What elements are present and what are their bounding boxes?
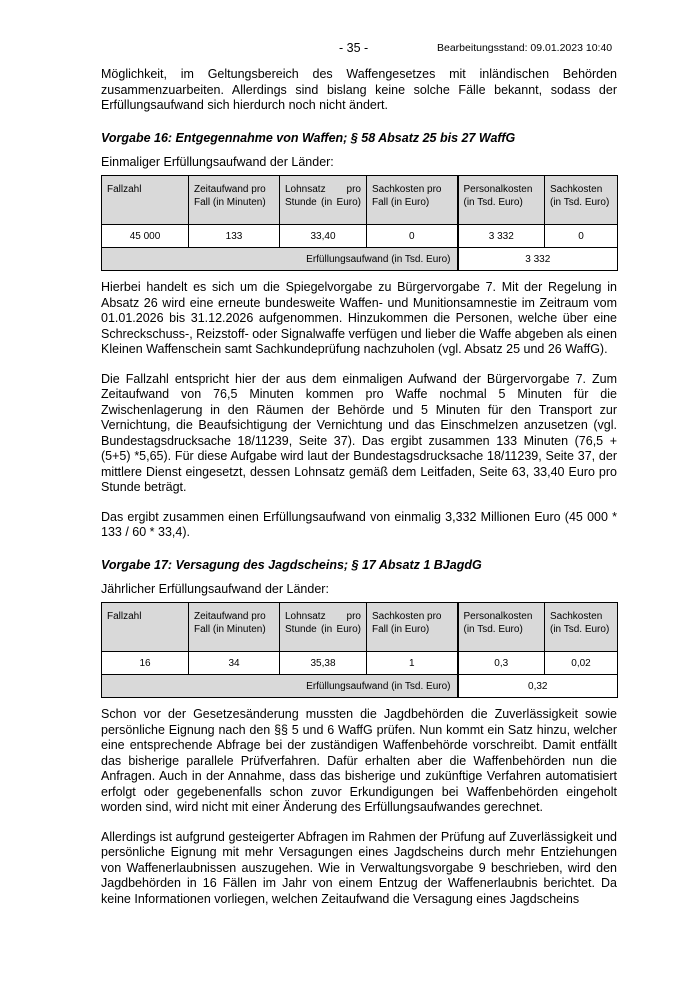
section-16-heading: Vorgabe 16: Entgegennahme von Waffen; § 58 Absatz 25 bis 27 WaffG	[101, 130, 516, 145]
header-cell: Fallzahl	[102, 603, 189, 652]
revision-status: Bearbeitungsstand: 09.01.2023 10:40	[437, 42, 613, 54]
section-16-paragraph: Die Fallzahl entspricht hier der aus dem einmaligen Aufwand der Bürgervorgabe 7. Zum Zeitaufwand von 76,5 Minuten kommen pro Waffe nochmal 5 Minuten für die Zwischenlagerung in den Räumen der Behörde und 5 Minuten für den Transport zur Vernichtung, die Beaufsichtigung der Vernichtung und das Einschmelzen anzusetzen (vgl. Bundestagsdrucksache 18/11239, Seite 37). Das ergibt zusammen 133 Minuten (76,5 + (5+5) *5,65). Für diese Aufgabe wird laut der Bundestagsdrucksache 18/11239, Seite 37, der mittlere Dienst eingesetzt, dessen Lohnsatz gemäß dem Leitfaden, Seite 63, 33,40 Euro pro Stunde beträgt.	[101, 371, 617, 494]
total-value: 0,32	[458, 675, 618, 698]
section-16-paragraph: Hierbei handelt es sich um die Spiegelvorgabe zu Bürgervorgabe 7. Mit der Regelung in Absatz 26 wird eine erneute bundesweite Waffen- und Munitionsamnestie im Zeitraum vom 01.01.2026 bis 31.12.2026 aufgenommen. Hinzukommen die Personen, welche über eine Schreckschuss-, Reizstoff- oder Signalwaffe verfügen und lieber die Waffe abgeben als einen Kleinen Waffenschein samt Sachkundeprüfung nachzuholen (vgl. Absatz 25 und 26 WaffG).	[101, 280, 617, 356]
section-16-cost-table	[101, 175, 618, 271]
page-header	[0, 41, 700, 57]
table-header-row	[102, 176, 618, 225]
table-cell: 34	[189, 652, 280, 675]
header-cell: Personalkosten (in Tsd. Euro)	[458, 603, 545, 652]
table-header-row	[102, 603, 618, 652]
section-17-heading: Vorgabe 17: Versagung des Jagdscheins; § 17 Absatz 1 BJagdG	[101, 557, 482, 572]
header-cell: Personalkosten (in Tsd. Euro)	[458, 176, 545, 225]
table-cell: 33,40	[280, 225, 367, 248]
table-cell: 0	[545, 225, 618, 248]
table-row	[102, 225, 618, 248]
header-cell: Sachkosten pro Fall (in Euro)	[367, 176, 458, 225]
continuation-paragraph: Möglichkeit, im Geltungsbereich des Waffengesetzes mit inländischen Behörden zusammenzuarbeiten. Allerdings sind bislang keine solche Fälle bekannt, sodass der Erfüllungsaufwand sich hierdurch noch nicht ändert.	[101, 67, 617, 112]
table-cell: 0	[367, 225, 458, 248]
total-label: Erfüllungsaufwand (in Tsd. Euro)	[102, 248, 458, 271]
header-cell: Lohnsatz pro Stunde (in Euro)	[280, 176, 367, 225]
table-cell: 0,02	[545, 652, 618, 675]
section-17-paragraph: Allerdings ist aufgrund gesteigerter Abfragen im Rahmen der Prüfung auf Zuverlässigkeit und persönliche Eignung mit mehr Versagungen eines Jagdscheins durch mehr Entziehungen von Waffenerlaubnissen auszugehen. Wie in Verwaltungsvorgabe 9 beschrieben, wird den Jagdbehörden in 16 Fällen im Jahr von einem Entzug der Waffenerlaubnis berichtet. Da keine Informationen vorliegen, welchen Zeitaufwand die Versagung eines Jagdscheins	[101, 829, 617, 906]
section-16-paragraph: Das ergibt zusammen einen Erfüllungsaufwand von einmalig 3,332 Millionen Euro (45 000 * 133 / 60 * 33,4).	[101, 509, 617, 539]
table-cell: 1	[367, 652, 458, 675]
total-value: 3 332	[458, 248, 618, 271]
header-cell: Sachkosten (in Tsd. Euro)	[545, 603, 618, 652]
section-17-cost-table	[101, 602, 618, 698]
table-cell: 35,38	[280, 652, 367, 675]
table-cell: 3 332	[458, 225, 545, 248]
section-17-table-intro: Jährlicher Erfüllungsaufwand der Länder:	[101, 581, 329, 596]
document-body	[101, 67, 617, 907]
table-cell: 0,3	[458, 652, 545, 675]
header-cell: Sachkosten (in Tsd. Euro)	[545, 176, 618, 225]
table-total-row	[102, 675, 618, 698]
table-row	[102, 652, 618, 675]
table-cell: 133	[189, 225, 280, 248]
header-cell: Zeitaufwand pro Fall (in Minuten)	[189, 603, 280, 652]
header-cell: Lohnsatz pro Stunde (in Euro)	[280, 603, 367, 652]
header-cell: Fallzahl	[102, 176, 189, 225]
section-16-table-intro: Einmaliger Erfüllungsaufwand der Länder:	[101, 154, 334, 169]
section-17-paragraph: Schon vor der Gesetzesänderung mussten die Jagdbehörden die Zuverlässigkeit sowie persönliche Eignung nach den §§ 5 und 6 WaffG prüfen. Nun kommt ein Satz hinzu, welcher eine entsprechende Abfrage bei der zuständigen Waffenbehörde vorschreibt. Damit entfällt das bisherige parallele Prüfverfahren. Dafür erhalten aber die Waffenbehörden nun die Anfragen. Auch in der Annahme, dass das bisherige und zukünftige Verfahren automatisiert erfolgt oder gegebenenfalls schon zuvor Erkundigungen bei Waffenbehörden eingeholt worden sind, wird nicht mit einer Änderung des Erfüllungsaufwandes gerechnet.	[101, 707, 617, 814]
page-number: - 35 -	[339, 41, 369, 55]
header-cell: Sachkosten pro Fall (in Euro)	[367, 603, 458, 652]
table-total-row	[102, 248, 618, 271]
total-label: Erfüllungsaufwand (in Tsd. Euro)	[102, 675, 458, 698]
table-cell: 16	[102, 652, 189, 675]
header-cell: Zeitaufwand pro Fall (in Minuten)	[189, 176, 280, 225]
table-cell: 45 000	[102, 225, 189, 248]
